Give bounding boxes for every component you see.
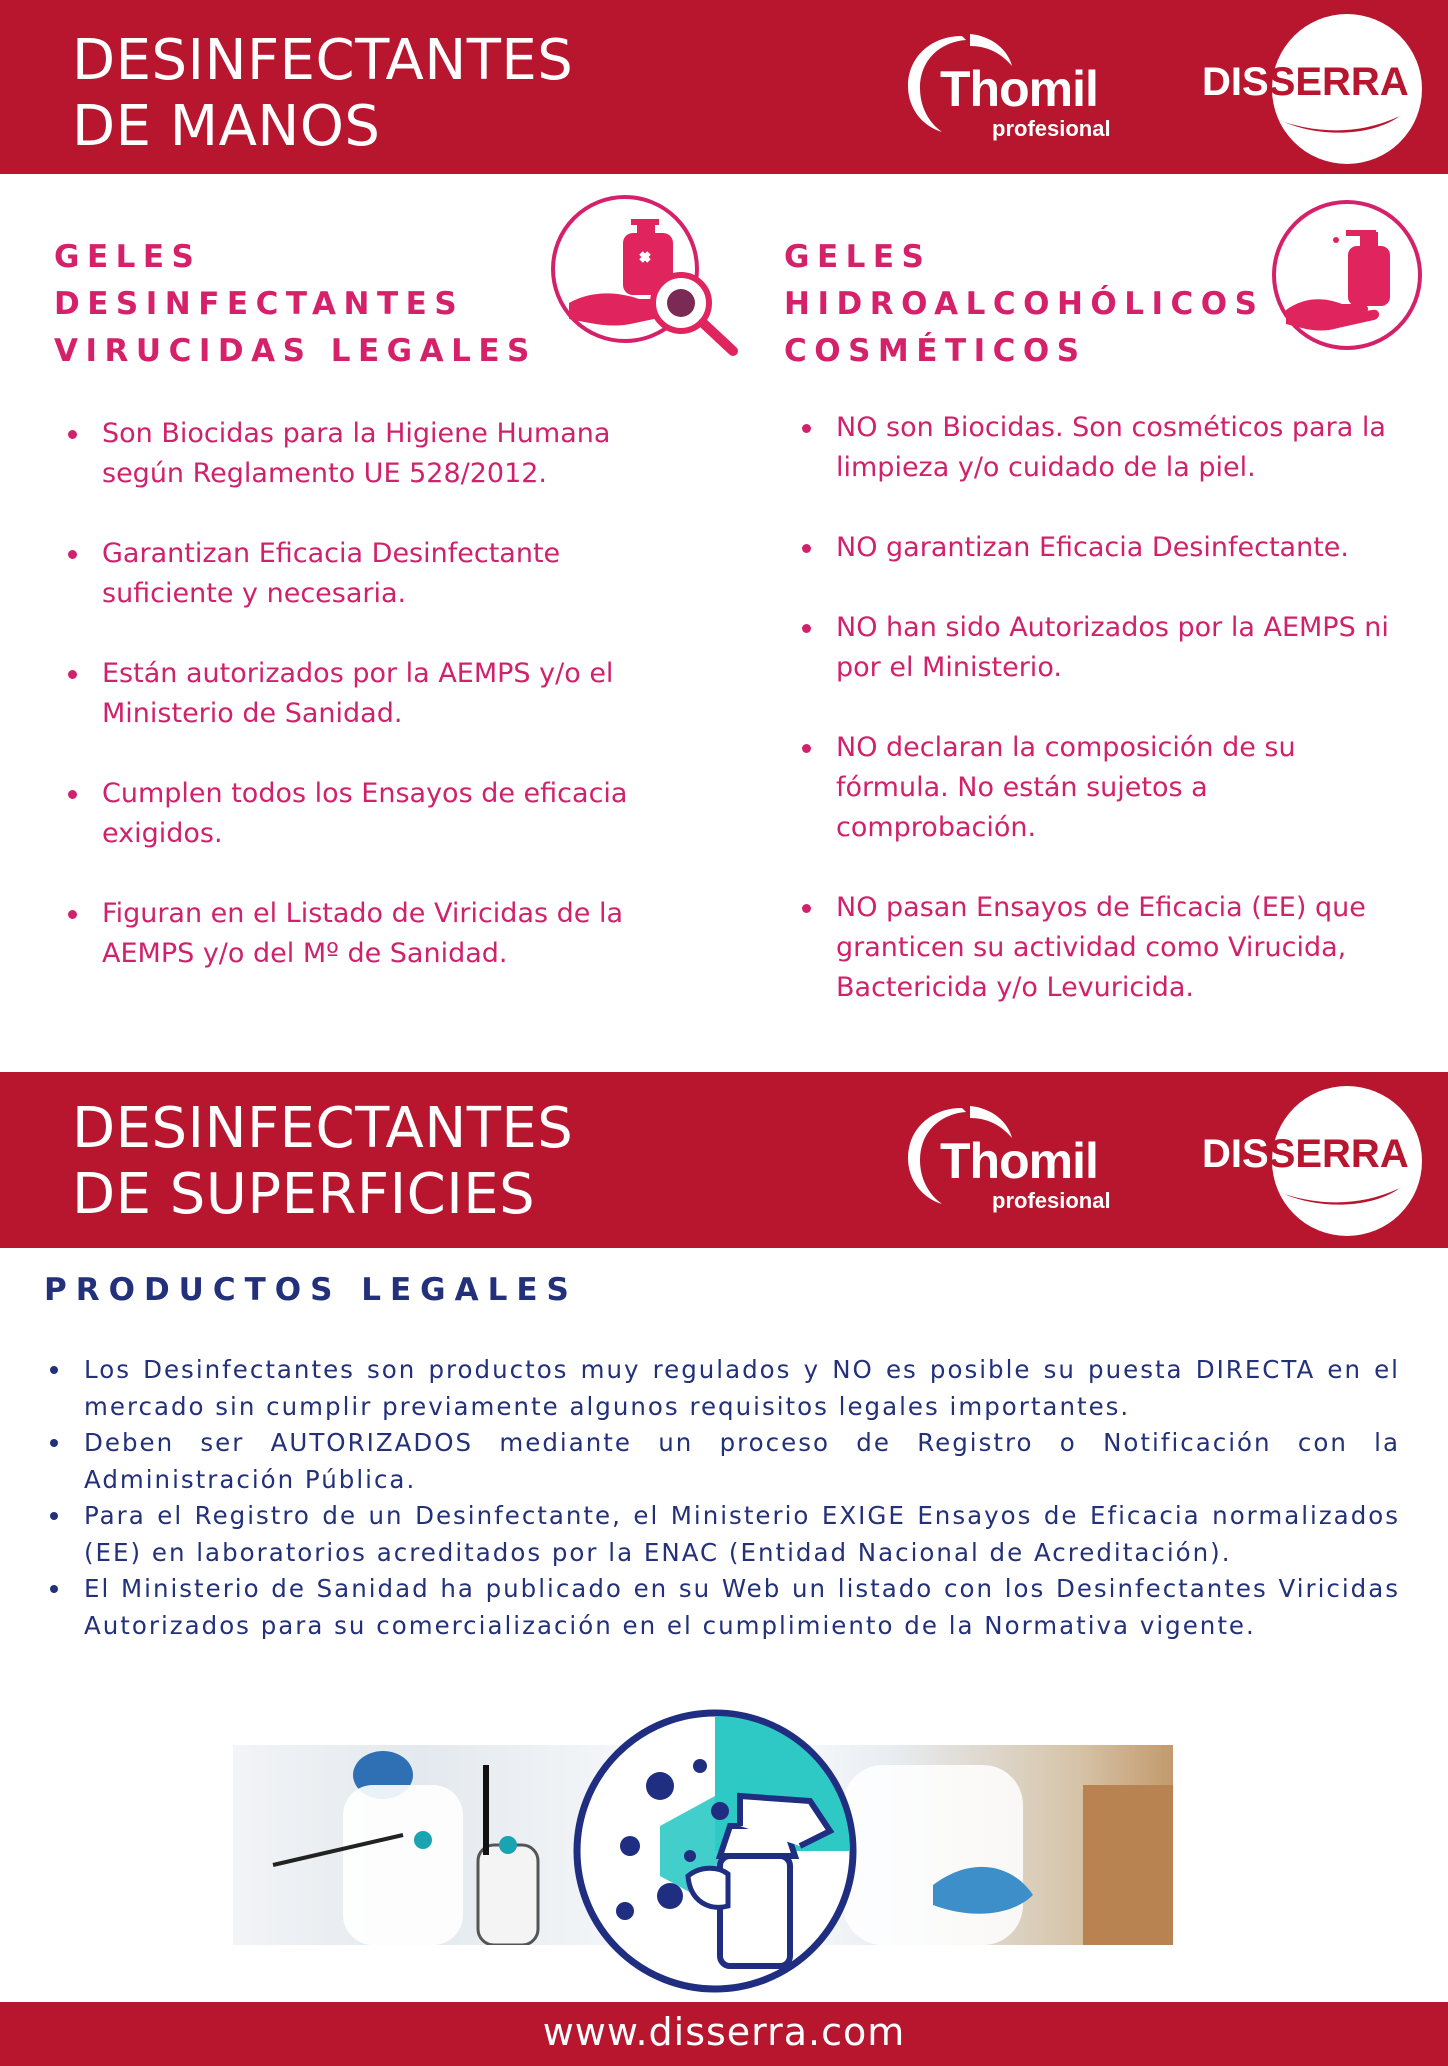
thomil-logo xyxy=(900,1100,1130,1220)
header-band-hands xyxy=(0,0,1448,174)
title-line: VIRUCIDAS LEGALES xyxy=(54,333,537,369)
list-item: NO declaran la composición de su fórmula. No están sujetos a comprobación. xyxy=(802,728,1402,848)
list-item: Para el Registro de un Desinfectante, el Ministerio EXIGE Ensayos de Eficacia normalizados (EE) en laboratorios acreditados por la ENAC (Entidad Nacional de Acreditación). xyxy=(50,1498,1400,1571)
right-bullet-list xyxy=(802,408,1402,1008)
thomil-name: Thomil xyxy=(940,1133,1098,1189)
list-item: Están autorizados por la AEMPS y/o el Ministerio de Sanidad. xyxy=(68,654,638,734)
title-line: DESINFECTANTES xyxy=(72,1096,574,1161)
list-item: Garantizan Eficacia Desinfectante suficiente y necesaria. xyxy=(68,534,638,614)
page-title-surfaces xyxy=(72,1096,573,1228)
disserra-left: DIS xyxy=(1202,1132,1269,1176)
disserra-right: SERRA xyxy=(1268,1132,1409,1176)
title-line: GELES xyxy=(784,239,932,275)
swoosh-icon xyxy=(1282,1186,1402,1208)
list-item: Son Biocidas para la Higiene Humana según Reglamento UE 528/2012. xyxy=(68,414,638,494)
list-item: El Ministerio de Sanidad ha publicado en su Web un listado con los Desinfectantes Viricidas Autorizados para su comercialización en el cumplimiento de la Normativa vigente. xyxy=(50,1571,1400,1644)
sanitizer-hand-icon xyxy=(1272,200,1422,350)
list-item: Deben ser AUTORIZADOS mediante un proceso de Registro o Notificación con la Administración Pública. xyxy=(50,1425,1400,1498)
legal-bullet-list xyxy=(50,1352,1400,1644)
disserra-logo xyxy=(1202,14,1422,164)
left-column-title xyxy=(54,234,537,375)
title-line: HIDROALCOHÓLICOS xyxy=(784,286,1265,322)
disserra-right: SERRA xyxy=(1268,60,1409,104)
title-line: DE MANOS xyxy=(72,94,381,159)
list-item: NO son Biocidas. Son cosméticos para la limpieza y/o cuidado de la piel. xyxy=(802,408,1402,488)
footer-band xyxy=(0,2002,1448,2066)
swoosh-icon xyxy=(1282,114,1402,136)
disserra-left: DIS xyxy=(1202,60,1269,104)
list-item: NO han sido Autorizados por la AEMPS ni por el Ministerio. xyxy=(802,608,1402,688)
list-item: NO garantizan Eficacia Desinfectante. xyxy=(802,528,1402,568)
sanitizer-virus-magnifier-icon xyxy=(551,195,699,343)
section-title-legal: PRODUCTOS LEGALES xyxy=(44,1272,578,1308)
disserra-wordmark xyxy=(1202,60,1409,105)
list-item: NO pasan Ensayos de Eficacia (EE) que granticen su actividad como Virucida, Bactericida y/o Levuricida. xyxy=(802,888,1402,1008)
title-line: DESINFECTANTES xyxy=(72,28,574,93)
title-line: DESINFECTANTES xyxy=(54,286,465,322)
title-line: GELES xyxy=(54,239,202,275)
list-item: Figuran en el Listado de Viricidas de la AEMPS y/o del Mº de Sanidad. xyxy=(68,894,638,974)
list-item: Los Desinfectantes son productos muy regulados y NO es posible su puesta DIRECTA en el mercado sin cumplir previamente algunos requisitos legales importantes. xyxy=(50,1352,1400,1425)
website-link[interactable]: www.disserra.com xyxy=(542,2010,906,2054)
left-bullet-list xyxy=(68,414,638,974)
header-band-surfaces xyxy=(0,1072,1448,1248)
thomil-sub: profesional xyxy=(992,1188,1111,1213)
thomil-sub: profesional xyxy=(992,116,1111,141)
disinfection-spray-icon xyxy=(570,1706,860,1996)
disserra-wordmark xyxy=(1202,1132,1409,1177)
title-line: DE SUPERFICIES xyxy=(72,1162,536,1227)
list-item: Cumplen todos los Ensayos de eficacia exigidos. xyxy=(68,774,638,854)
disserra-logo xyxy=(1202,1086,1422,1236)
page-title-hands xyxy=(72,28,573,160)
thomil-logo xyxy=(900,28,1130,148)
right-column-title xyxy=(784,234,1264,375)
thomil-name: Thomil xyxy=(940,61,1098,117)
title-line: COSMÉTICOS xyxy=(784,333,1087,369)
